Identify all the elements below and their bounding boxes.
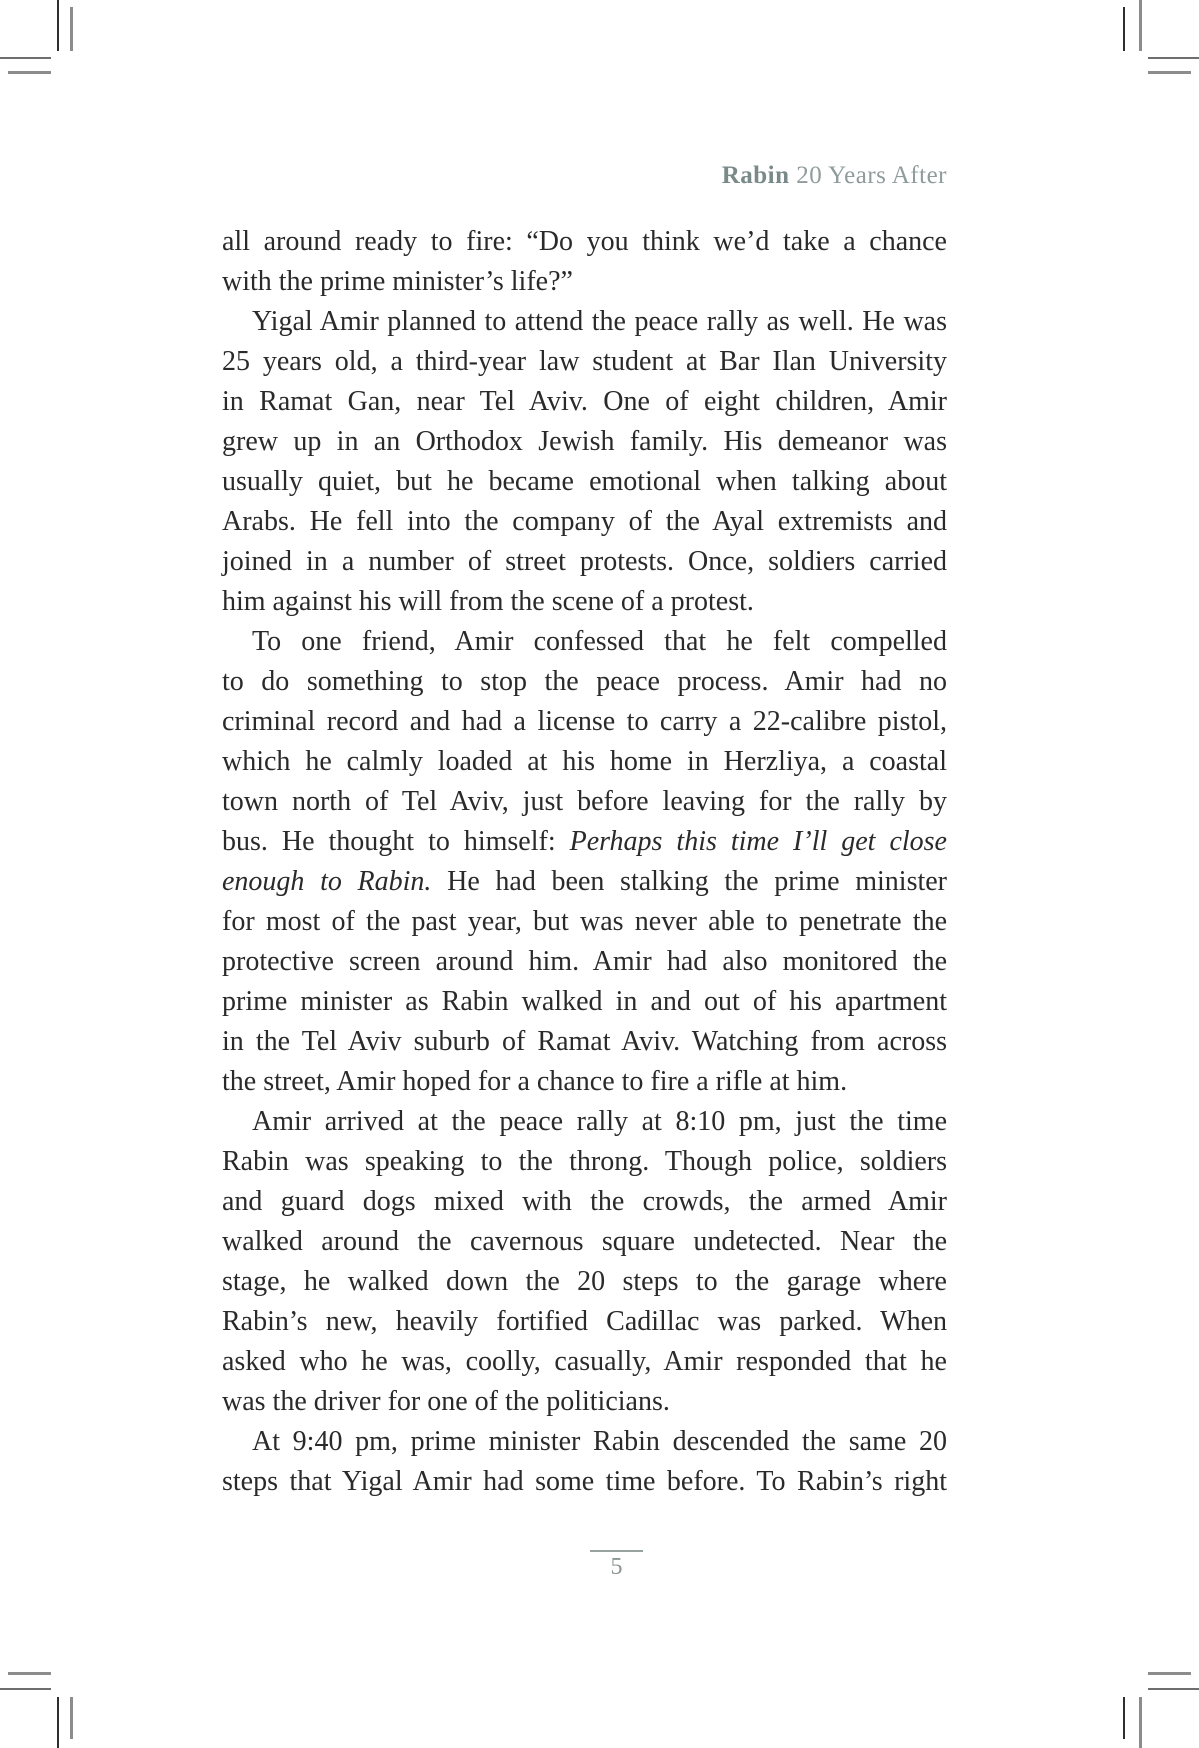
text-segment: with the prime minister’s life?” <box>222 266 573 297</box>
text-line <box>222 1302 947 1342</box>
paragraph <box>222 1422 947 1502</box>
crop-mark <box>1139 0 1142 51</box>
text-segment: which he calmly loaded at his home in Herzliya, a coastal <box>222 746 947 777</box>
text-line <box>222 982 947 1022</box>
page-footer <box>590 1550 643 1579</box>
text-segment: To one friend, Amir confessed that he felt compelled <box>252 626 947 657</box>
paragraph <box>222 1102 947 1422</box>
crop-mark <box>1139 1697 1142 1748</box>
text-segment: criminal record and had a license to carry a 22-calibre pistol, <box>222 706 947 737</box>
text-line <box>222 1102 947 1142</box>
text-segment: 25 years old, a third-year law student at Bar Ilan University <box>222 346 947 377</box>
header-book-title: Rabin <box>721 162 790 189</box>
page-number: 5 <box>610 1554 623 1580</box>
text-line <box>222 222 947 262</box>
text-line <box>222 702 947 742</box>
crop-mark <box>8 71 51 74</box>
text-segment: in the Tel Aviv suburb of Ramat Aviv. Watching from across <box>222 1026 947 1057</box>
text-segment: protective screen around him. Amir had also monitored the <box>222 946 947 977</box>
text-segment: He had been stalking the prime minister <box>431 866 947 897</box>
folio-rule <box>590 1550 643 1552</box>
text-line <box>222 582 947 622</box>
text-line <box>222 902 947 942</box>
text-segment: Rabin was speaking to the throng. Though police, soldiers <box>222 1146 947 1177</box>
text-segment: asked who he was, coolly, casually, Amir responded that he <box>222 1346 947 1377</box>
text-segment: stage, he walked down the 20 steps to the garage where <box>222 1266 947 1297</box>
header-subtitle: 20 Years After <box>789 162 947 189</box>
text-line <box>222 822 947 862</box>
text-line <box>222 782 947 822</box>
text-line <box>222 542 947 582</box>
text-line <box>222 1182 947 1222</box>
text-line <box>222 342 947 382</box>
text-line <box>222 1022 947 1062</box>
crop-mark <box>8 1672 51 1675</box>
text-line <box>222 302 947 342</box>
text-line <box>222 1222 947 1262</box>
text-line <box>222 862 947 902</box>
text-segment: Arabs. He fell into the company of the Ayal extremists and <box>222 506 947 537</box>
text-line <box>222 1422 947 1462</box>
text-line <box>222 502 947 542</box>
text-line <box>222 262 947 302</box>
text-segment: for most of the past year, but was never able to penetrate the <box>222 906 947 937</box>
crop-mark <box>70 1697 73 1739</box>
text-line <box>222 1462 947 1502</box>
text-segment: Amir arrived at the peace rally at 8:10 pm, just the time <box>252 1106 947 1137</box>
text-segment: prime minister as Rabin walked in and out of his apartment <box>222 986 947 1017</box>
text-segment: walked around the cavernous square undetected. Near the <box>222 1226 947 1257</box>
text-line <box>222 942 947 982</box>
text-line <box>222 1382 947 1422</box>
crop-mark <box>0 1688 51 1690</box>
crop-mark <box>1123 1697 1125 1739</box>
text-line <box>222 1062 947 1102</box>
text-line <box>222 1342 947 1382</box>
italic-text: Perhaps this time I’ll get close <box>569 826 947 857</box>
text-line <box>222 1142 947 1182</box>
crop-mark <box>1123 7 1125 51</box>
text-segment: usually quiet, but he became emotional when talking about <box>222 466 947 497</box>
text-segment: the street, Amir hoped for a chance to fire a rifle at him. <box>222 1066 848 1097</box>
text-segment: joined in a number of street protests. Once, soldiers carried <box>222 546 947 577</box>
body-text <box>222 222 947 1502</box>
text-segment: steps that Yigal Amir had some time before. To Rabin’s right <box>222 1466 947 1497</box>
text-segment: was the driver for one of the politicians. <box>222 1386 670 1417</box>
paragraph <box>222 302 947 622</box>
text-line <box>222 462 947 502</box>
text-segment: and guard dogs mixed with the crowds, the armed Amir <box>222 1186 947 1217</box>
text-segment: grew up in an Orthodox Jewish family. His demeanor was <box>222 426 947 457</box>
text-line <box>222 662 947 702</box>
text-segment: Rabin’s new, heavily fortified Cadillac was parked. When <box>222 1306 947 1337</box>
text-segment: him against his will from the scene of a protest. <box>222 586 754 617</box>
crop-mark <box>70 7 73 51</box>
text-segment: town north of Tel Aviv, just before leaving for the rally by <box>222 786 947 817</box>
text-segment: to do something to stop the peace process. Amir had no <box>222 666 947 697</box>
text-segment: bus. He thought to himself: <box>222 826 570 857</box>
text-segment: in Ramat Gan, near Tel Aviv. One of eight children, Amir <box>222 386 947 417</box>
text-line <box>222 622 947 662</box>
crop-mark <box>0 57 51 59</box>
crop-mark <box>57 0 59 51</box>
text-segment: all around ready to fire: “Do you think we’d take a chance <box>222 226 947 257</box>
text-line <box>222 742 947 782</box>
paragraph <box>222 622 947 1102</box>
crop-mark <box>1148 1672 1191 1675</box>
crop-mark <box>1148 57 1199 59</box>
crop-mark <box>1148 71 1191 74</box>
text-line <box>222 382 947 422</box>
crop-mark <box>57 1697 59 1748</box>
text-segment: Yigal Amir planned to attend the peace rally as well. He was <box>252 306 947 337</box>
text-line <box>222 1262 947 1302</box>
text-segment: At 9:40 pm, prime minister Rabin descended the same 20 <box>252 1426 947 1457</box>
text-line <box>222 422 947 462</box>
running-header <box>0 162 947 190</box>
italic-text: enough to Rabin. <box>222 866 432 897</box>
crop-mark <box>1148 1688 1199 1690</box>
paragraph <box>222 222 947 302</box>
